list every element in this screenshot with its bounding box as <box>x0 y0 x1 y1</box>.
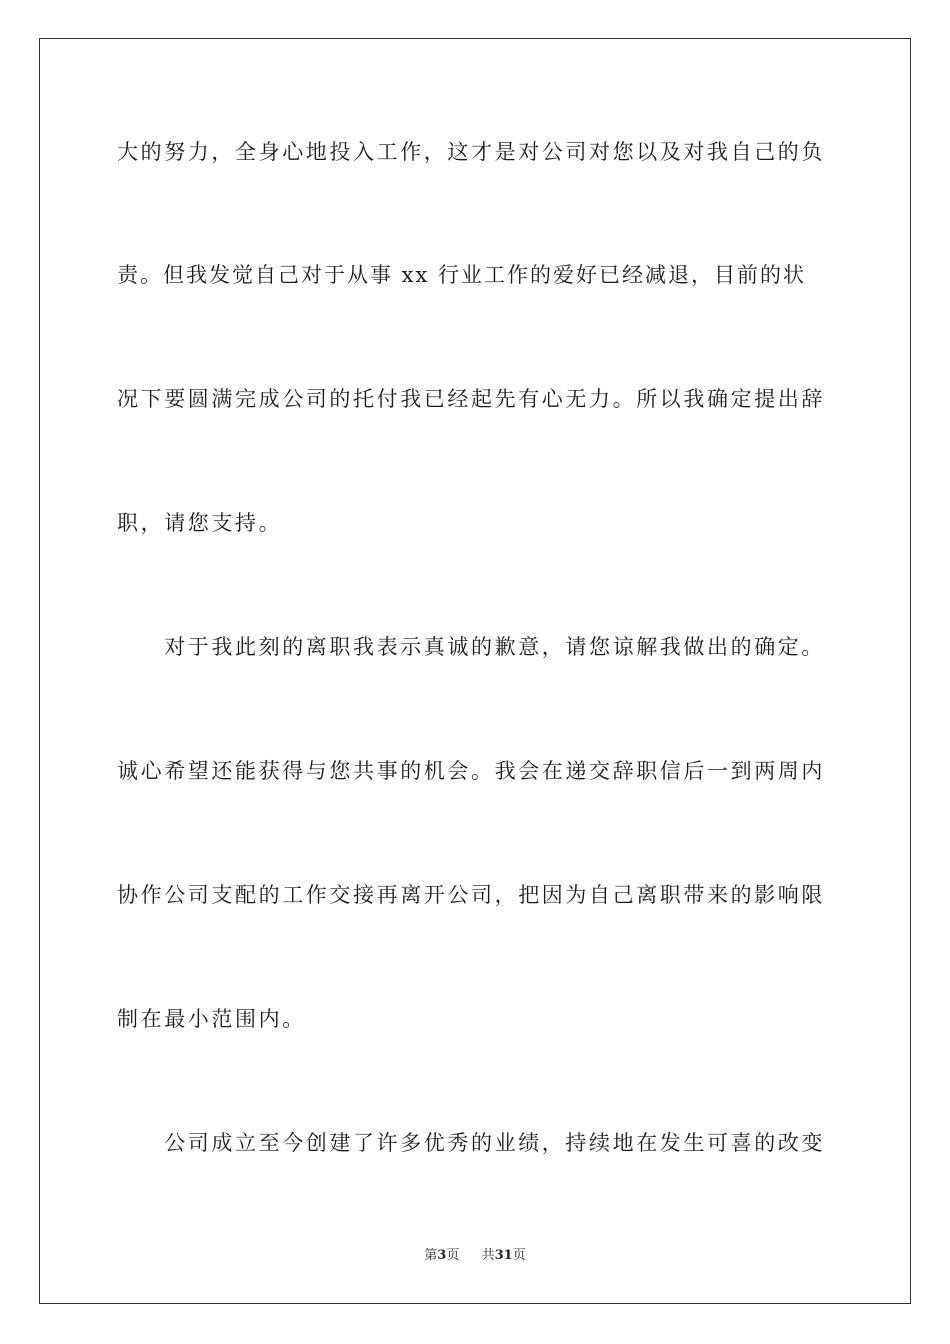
text-line: 制在最小范围内。 <box>117 1007 306 1031</box>
text-line: 诚心希望还能获得与您共事的机会。我会在递交辞职信后一到两周内 <box>117 759 825 783</box>
page-footer <box>0 1247 950 1265</box>
page-prefix: 第 <box>424 1248 438 1263</box>
total-suffix: 页 <box>512 1248 526 1263</box>
page-suffix: 页 <box>446 1248 460 1263</box>
text-line: 责。但我发觉自己对于从事 xx 行业工作的爱好已经减退，目前的状 <box>117 263 807 287</box>
text-line: 大的努力，全身心地投入工作，这才是对公司对您以及对我自己的负 <box>117 140 825 164</box>
text-line: 公司成立至今创建了许多优秀的业绩，持续地在发生可喜的改变 <box>117 1131 825 1155</box>
total-prefix: 共 <box>481 1248 495 1263</box>
total-pages: 31 <box>494 1248 513 1263</box>
text-line: 况下要圆满完成公司的托付我已经起先有心无力。所以我确定提出辞 <box>117 387 825 411</box>
page-number: 3 <box>437 1248 447 1263</box>
total-pages-label <box>482 1247 526 1265</box>
text-line: 职，请您支持。 <box>117 511 283 535</box>
text-line: 对于我此刻的离职我表示真诚的歉意，请您谅解我做出的确定。 <box>117 635 825 659</box>
page-number-label <box>424 1247 459 1265</box>
text-line: 协作公司支配的工作交接再离开公司，把因为自己离职带来的影响限 <box>117 883 825 907</box>
page-border <box>39 38 911 1304</box>
